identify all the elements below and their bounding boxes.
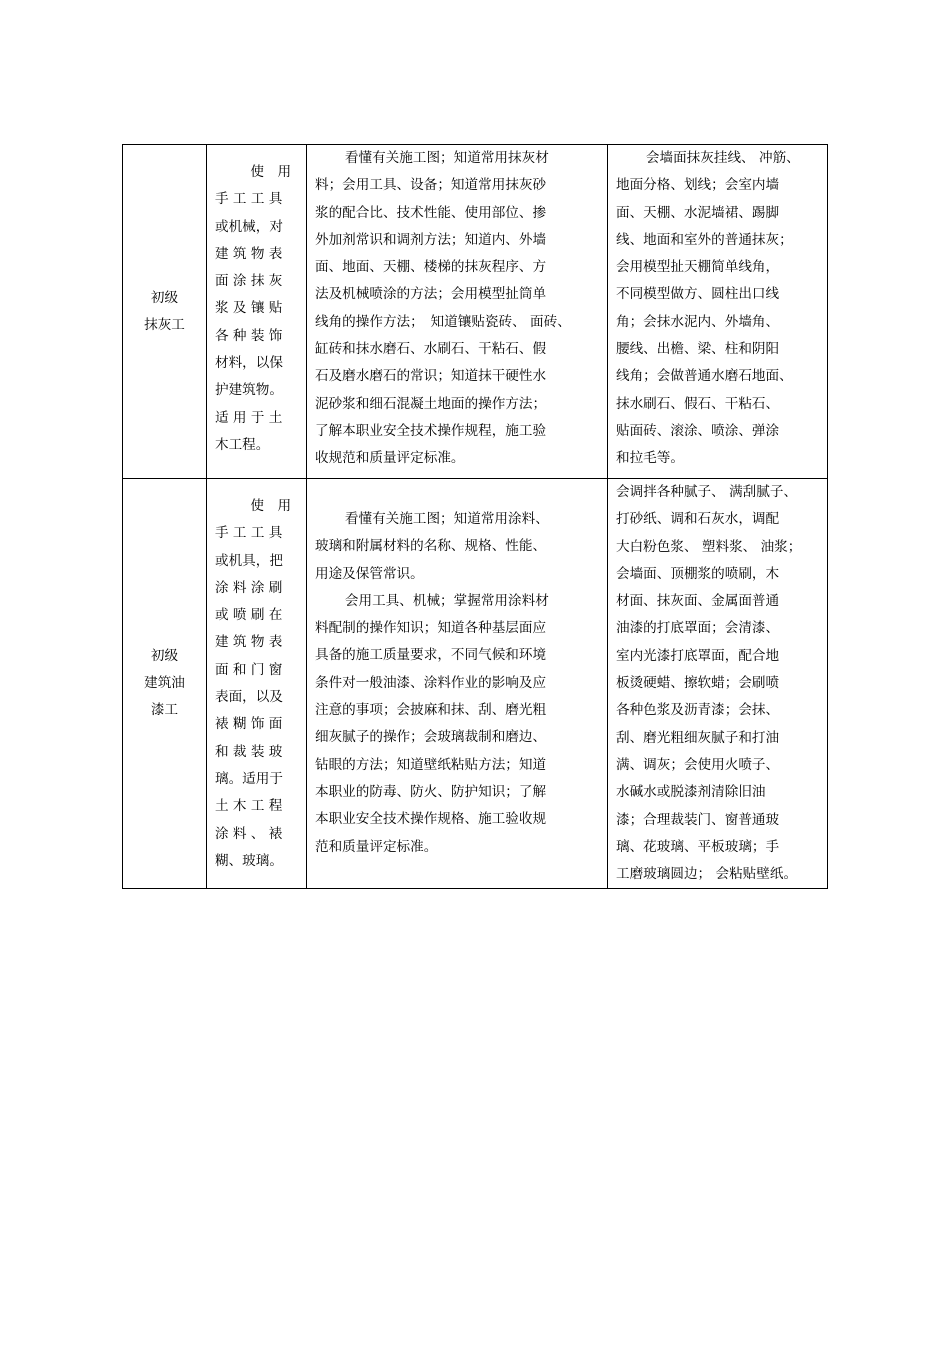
knowledge-line: 钻眼的方法；知道壁纸粘贴方法；知道 (315, 756, 547, 773)
knowledge-line: 看懂有关施工图；知道常用抹灰材 (344, 150, 549, 166)
knowledge-line: 外加剂常识和调剂方法；知道内、外墙 (315, 231, 547, 248)
definition-line: 适 用 于 土 (215, 409, 283, 426)
knowledge-line: 看懂有关施工图；知道常用涂料、 (344, 511, 549, 527)
definition-line: 手 工 工 具 (215, 525, 283, 542)
definition-line: 各 种 装 饰 (215, 327, 283, 344)
knowledge-line: 石及磨水磨石的常识；知道抹干硬性水 (315, 368, 547, 385)
knowledge-line: 料；会用工具、设备；知道常用抹灰砂 (315, 177, 547, 194)
knowledge-line: 泥砂浆和细石混凝土地面的操作方法； (315, 395, 547, 412)
definition-line: 建 筑 物 表 (215, 245, 283, 262)
definition-line: 建 筑 物 表 (215, 634, 283, 651)
definition-line: 或机具，把 (215, 552, 283, 569)
knowledge-line: 用途及保管常识。 (315, 565, 424, 582)
definition-line: 或机械，对 (215, 218, 283, 235)
skill-line: 水碱水或脱漆剂清除旧油 (616, 784, 766, 801)
knowledge-line: 线角的操作方法； 知道镶贴瓷砖、 面砖、 (315, 313, 571, 330)
knowledge-requirements-cell (307, 479, 608, 889)
occupation-name-line: 初级 (150, 648, 179, 665)
skill-line: 角；会抹水泥内、外墙角、 (616, 313, 780, 330)
skill-line: 打砂纸、调和石灰水，调配 (616, 511, 780, 528)
table-row (123, 479, 828, 889)
knowledge-line: 了解本职业安全技术操作规程，施工验 (315, 422, 547, 439)
skill-line: 满、调灰；会使用火喷子、 (616, 756, 780, 773)
definition-line: 浆 及 镶 贴 (215, 300, 283, 317)
skill-line: 和拉毛等。 (616, 450, 684, 467)
occupation-name-cell (123, 145, 207, 479)
definition-line: 护建筑物。 (215, 382, 283, 399)
occupation-name-cell (123, 479, 207, 889)
definition-line: 使 用 (250, 498, 292, 514)
definition-line: 土 木 工 程 (215, 798, 283, 815)
knowledge-requirements-cell (307, 145, 608, 479)
skill-line: 腰线、出檐、梁、柱和阴阳 (616, 341, 780, 358)
skill-line: 线角；会做普通水磨石地面、 (616, 368, 793, 385)
knowledge-line: 本职业的防毒、防火、防护知识；了解 (315, 783, 547, 800)
occupation-definition-cell (207, 479, 307, 889)
table-row (123, 145, 828, 479)
knowledge-line: 本职业安全技术操作规格、施工验收规 (315, 811, 547, 828)
knowledge-line: 条件对一般油漆、涂料作业的影响及应 (315, 674, 547, 691)
occupation-name-line: 建筑油 (144, 675, 185, 692)
definition-line: 木工程。 (215, 436, 270, 453)
knowledge-line: 缸砖和抹水磨石、水刷石、干粘石、假 (315, 341, 547, 358)
knowledge-line: 法及机械喷涂的方法；会用模型扯筒单 (315, 286, 547, 303)
skill-line: 各种色浆及沥青漆；会抹、 (616, 702, 780, 719)
knowledge-line: 会用工具、机械；掌握常用涂料材 (344, 592, 549, 609)
knowledge-line: 范和质量评定标准。 (315, 838, 438, 855)
skill-line: 面、天棚、水泥墙裙、踢脚 (616, 204, 780, 221)
definition-line: 裱 糊 饰 面 (215, 716, 283, 733)
occupation-standards-table (122, 144, 828, 889)
skill-line: 材面、抹灰面、金属面普通 (616, 593, 780, 610)
definition-line: 手 工 工 具 (215, 191, 283, 208)
knowledge-line: 料配制的操作知识；知道各种基层面应 (315, 620, 547, 637)
knowledge-line: 具备的施工质量要求，不同气候和环境 (315, 647, 547, 664)
skill-requirements-cell (608, 145, 828, 479)
skill-line: 漆；合理裁装门、窗普通玻 (616, 811, 780, 828)
skill-line: 油漆的打底罩面；会清漆、 (616, 620, 780, 637)
definition-line: 璃。适用于 (215, 770, 283, 787)
skill-line: 工磨玻璃圆边； 会粘贴壁纸。 (616, 866, 798, 883)
skill-line: 线、地面和室外的普通抹灰； (616, 231, 793, 248)
skill-line: 贴面砖、滚涂、喷涂、弹涂 (616, 422, 780, 439)
knowledge-line: 收规范和质量评定标准。 (315, 450, 465, 467)
knowledge-line: 注意的事项；会披麻和抹、刮、磨光粗 (315, 702, 547, 719)
skill-line: 室内光漆打底罩面，配合地 (616, 647, 780, 664)
skill-line: 抹水刷石、假石、干粘石、 (616, 395, 780, 412)
definition-line: 涂 料 涂 刷 (215, 579, 283, 596)
definition-line: 使 用 (250, 164, 292, 180)
knowledge-line: 浆的配合比、技术性能、使用部位、掺 (315, 204, 547, 221)
skill-line: 会墙面、顶棚浆的喷刷，木 (616, 565, 780, 582)
definition-line: 表面，以及 (215, 689, 283, 706)
skill-line: 地面分格、划线；会室内墙 (616, 177, 780, 194)
definition-line: 或 喷 刷 在 (215, 607, 283, 624)
definition-line: 涂 料 、 裱 (215, 825, 283, 842)
occupation-name-line: 抹灰工 (144, 316, 185, 333)
skill-line: 会用模型扯天棚简单线角， (616, 259, 780, 276)
knowledge-line: 玻璃和附属材料的名称、规格、性能、 (315, 538, 547, 555)
definition-line: 和 裁 装 玻 (215, 743, 283, 760)
skill-line: 璃、花玻璃、平板玻璃；手 (616, 838, 780, 855)
definition-line: 糊、玻璃。 (215, 852, 283, 869)
occupation-name-line: 漆工 (150, 702, 179, 719)
occupation-name-line: 初级 (150, 289, 179, 306)
skill-line: 大白粉色浆、 塑料浆、 油浆； (616, 538, 802, 555)
skill-line: 板烫硬蜡、擦软蜡；会刷喷 (616, 675, 780, 692)
skill-requirements-cell (608, 479, 828, 889)
skill-line: 会调拌各种腻子、 满刮腻子、 (616, 484, 798, 500)
knowledge-line: 面、地面、天棚、楼梯的抹灰程序、方 (315, 259, 547, 276)
definition-line: 面 和 门 窗 (215, 661, 283, 678)
definition-line: 面 涂 抹 灰 (215, 273, 283, 290)
definition-line: 材料，以保 (215, 355, 283, 372)
skill-line: 会墙面抹灰挂线、 冲筋、 (645, 150, 800, 166)
occupation-definition-cell (207, 145, 307, 479)
skill-line: 刮、磨光粗细灰腻子和打油 (616, 729, 780, 746)
knowledge-line: 细灰腻子的操作；会玻璃裁制和磨边、 (315, 729, 547, 746)
skill-line: 不同模型做方、圆柱出口线 (616, 286, 780, 303)
